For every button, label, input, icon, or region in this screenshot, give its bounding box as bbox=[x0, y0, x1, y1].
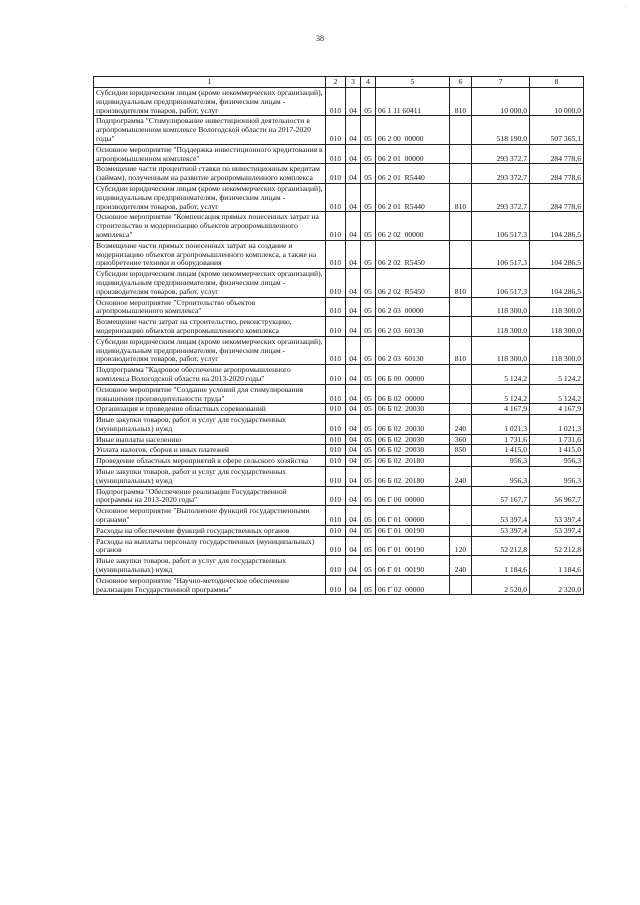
expense-type-cell: 810 bbox=[450, 183, 472, 211]
row-name-cell: Субсидии юридическим лицам (кроме некоммерческих организаций), индивидуальным предпринимателям, физическим лицам - производителям товаров, работ, услуг bbox=[94, 88, 326, 116]
gr-code-cell: 010 bbox=[326, 434, 346, 445]
expense-type-cell bbox=[450, 212, 472, 240]
gr-code-cell: 010 bbox=[326, 506, 346, 526]
gr-code-cell: 010 bbox=[326, 297, 346, 317]
column-header: 2 bbox=[326, 77, 346, 88]
target-article-cell: 06 Г 01 00190 bbox=[376, 556, 450, 576]
target-article-cell: 06 Б 00 00000 bbox=[376, 365, 450, 385]
page-number: 38 bbox=[316, 34, 324, 43]
table-row bbox=[94, 556, 584, 576]
amount-planned-cell: 1 184,6 bbox=[472, 556, 530, 576]
table-row bbox=[94, 434, 584, 445]
table-row bbox=[94, 336, 584, 364]
amount-executed-cell: 1 415,0 bbox=[530, 445, 584, 456]
amount-executed-cell: 5 124,2 bbox=[530, 365, 584, 385]
amount-planned-cell: 293 372,7 bbox=[472, 144, 530, 164]
target-article-cell: 06 2 02 R5450 bbox=[376, 269, 450, 297]
subsection-code-cell: 05 bbox=[361, 467, 376, 487]
gr-code-cell: 010 bbox=[326, 365, 346, 385]
section-code-cell: 04 bbox=[346, 116, 361, 144]
amount-planned-cell: 106 517,3 bbox=[472, 269, 530, 297]
target-article-cell: 06 Б 02 00000 bbox=[376, 384, 450, 404]
table-row bbox=[94, 536, 584, 556]
amount-executed-cell: 2 320,0 bbox=[530, 575, 584, 595]
target-article-cell: 06 1 11 60411 bbox=[376, 88, 450, 116]
subsection-code-cell: 05 bbox=[361, 525, 376, 536]
column-header: 5 bbox=[376, 77, 450, 88]
subsection-code-cell: 05 bbox=[361, 164, 376, 184]
gr-code-cell: 010 bbox=[326, 486, 346, 506]
target-article-cell: 06 Б 02 20030 bbox=[376, 445, 450, 456]
gr-code-cell: 010 bbox=[326, 336, 346, 364]
expense-type-cell bbox=[450, 456, 472, 467]
subsection-code-cell: 05 bbox=[361, 556, 376, 576]
table-row bbox=[94, 297, 584, 317]
amount-planned-cell: 293 372,7 bbox=[472, 183, 530, 211]
row-name-cell: Подпрограмма "Стимулирование инвестиционной деятельности в агропромышленном комплексе Вологодской области на 2017-2020 годы" bbox=[94, 116, 326, 144]
amount-executed-cell: 956,3 bbox=[530, 456, 584, 467]
table-header-row bbox=[94, 77, 584, 88]
section-code-cell: 04 bbox=[346, 384, 361, 404]
gr-code-cell: 010 bbox=[326, 269, 346, 297]
table-row bbox=[94, 365, 584, 385]
row-name-cell: Расходы на обеспечение функций государственных органов bbox=[94, 525, 326, 536]
subsection-code-cell: 05 bbox=[361, 486, 376, 506]
amount-executed-cell: 284 778,6 bbox=[530, 183, 584, 211]
gr-code-cell: 010 bbox=[326, 415, 346, 435]
amount-executed-cell: 104 286,5 bbox=[530, 269, 584, 297]
amount-planned-cell: 118 300,0 bbox=[472, 297, 530, 317]
target-article-cell: 06 2 00 00000 bbox=[376, 116, 450, 144]
expense-type-cell: 120 bbox=[450, 536, 472, 556]
gr-code-cell: 010 bbox=[326, 183, 346, 211]
subsection-code-cell: 05 bbox=[361, 445, 376, 456]
target-article-cell: 06 Б 02 20030 bbox=[376, 434, 450, 445]
amount-executed-cell: 10 000,0 bbox=[530, 88, 584, 116]
section-code-cell: 04 bbox=[346, 336, 361, 364]
expense-type-cell bbox=[450, 365, 472, 385]
amount-planned-cell: 956,3 bbox=[472, 456, 530, 467]
amount-planned-cell: 5 124,2 bbox=[472, 365, 530, 385]
table-row bbox=[94, 317, 584, 337]
section-code-cell: 04 bbox=[346, 506, 361, 526]
amount-planned-cell: 293 372,7 bbox=[472, 164, 530, 184]
expense-type-cell: 240 bbox=[450, 467, 472, 487]
expense-type-cell bbox=[450, 384, 472, 404]
row-name-cell: Основное мероприятие "Поддержка инвестиционного кредитования в агропромышленном комплексе" bbox=[94, 144, 326, 164]
column-header: 6 bbox=[450, 77, 472, 88]
gr-code-cell: 010 bbox=[326, 445, 346, 456]
gr-code-cell: 010 bbox=[326, 404, 346, 415]
row-name-cell: Основное мероприятие "Создание условий для стимулирования повышения производительности труда" bbox=[94, 384, 326, 404]
subsection-code-cell: 05 bbox=[361, 212, 376, 240]
column-header: 3 bbox=[346, 77, 361, 88]
expense-type-cell bbox=[450, 317, 472, 337]
subsection-code-cell: 05 bbox=[361, 384, 376, 404]
amount-planned-cell: 518 190,0 bbox=[472, 116, 530, 144]
table-row bbox=[94, 183, 584, 211]
gr-code-cell: 010 bbox=[326, 525, 346, 536]
amount-planned-cell: 1 021,3 bbox=[472, 415, 530, 435]
row-name-cell: Основное мероприятие "Строительство объектов агропромышленного комплекса" bbox=[94, 297, 326, 317]
row-name-cell: Проведение областных мероприятий в сфере сельского хозяйства bbox=[94, 456, 326, 467]
expense-type-cell bbox=[450, 525, 472, 536]
row-name-cell: Подпрограмма "Обеспечение реализации Государственной программы на 2013-2020 годы" bbox=[94, 486, 326, 506]
section-code-cell: 04 bbox=[346, 434, 361, 445]
section-code-cell: 04 bbox=[346, 88, 361, 116]
section-code-cell: 04 bbox=[346, 269, 361, 297]
table-row bbox=[94, 164, 584, 184]
section-code-cell: 04 bbox=[346, 445, 361, 456]
expense-type-cell bbox=[450, 506, 472, 526]
amount-executed-cell: 4 167,9 bbox=[530, 404, 584, 415]
amount-planned-cell: 106 517,3 bbox=[472, 212, 530, 240]
target-article-cell: 06 2 01 00000 bbox=[376, 144, 450, 164]
amount-executed-cell: 104 286,5 bbox=[530, 240, 584, 268]
table-row bbox=[94, 525, 584, 536]
section-code-cell: 04 bbox=[346, 212, 361, 240]
section-code-cell: 04 bbox=[346, 536, 361, 556]
table-row bbox=[94, 384, 584, 404]
row-name-cell: Иные закупки товаров, работ и услуг для государственных (муниципальных) нужд bbox=[94, 467, 326, 487]
row-name-cell: Основное мероприятие "Компенсация прямых понесенных затрат на строительство и модернизацию объектов агропромышленного комплекса" bbox=[94, 212, 326, 240]
row-name-cell: Субсидии юридическим лицам (кроме некоммерческих организаций), индивидуальным предпринимателям, физическим лицам - производителям товаров, работ, услуг bbox=[94, 269, 326, 297]
gr-code-cell: 010 bbox=[326, 212, 346, 240]
row-name-cell: Уплата налогов, сборов и иных платежей bbox=[94, 445, 326, 456]
subsection-code-cell: 05 bbox=[361, 144, 376, 164]
section-code-cell: 04 bbox=[346, 297, 361, 317]
amount-executed-cell: 956,3 bbox=[530, 467, 584, 487]
target-article-cell: 06 Б 02 20030 bbox=[376, 415, 450, 435]
subsection-code-cell: 05 bbox=[361, 317, 376, 337]
gr-code-cell: 010 bbox=[326, 467, 346, 487]
expense-type-cell bbox=[450, 240, 472, 268]
amount-planned-cell: 1 731,6 bbox=[472, 434, 530, 445]
amount-executed-cell: 284 778,6 bbox=[530, 164, 584, 184]
subsection-code-cell: 05 bbox=[361, 336, 376, 364]
amount-executed-cell: 118 300,0 bbox=[530, 317, 584, 337]
table-row bbox=[94, 116, 584, 144]
amount-planned-cell: 956,3 bbox=[472, 467, 530, 487]
gr-code-cell: 010 bbox=[326, 317, 346, 337]
subsection-code-cell: 05 bbox=[361, 240, 376, 268]
subsection-code-cell: 05 bbox=[361, 88, 376, 116]
target-article-cell: 06 Б 02 20030 bbox=[376, 404, 450, 415]
table-row bbox=[94, 240, 584, 268]
amount-executed-cell: 1 184,6 bbox=[530, 556, 584, 576]
section-code-cell: 04 bbox=[346, 486, 361, 506]
subsection-code-cell: 05 bbox=[361, 506, 376, 526]
row-name-cell: Подпрограмма "Кадровое обеспечение агропромышленного комплекса Вологодской области на 2013-2020 годы" bbox=[94, 365, 326, 385]
target-article-cell: 06 2 01 R5440 bbox=[376, 164, 450, 184]
subsection-code-cell: 05 bbox=[361, 456, 376, 467]
table-row bbox=[94, 269, 584, 297]
section-code-cell: 04 bbox=[346, 467, 361, 487]
expense-type-cell bbox=[450, 486, 472, 506]
target-article-cell: 06 Г 01 00190 bbox=[376, 525, 450, 536]
section-code-cell: 04 bbox=[346, 456, 361, 467]
row-name-cell: Иные выплаты населению bbox=[94, 434, 326, 445]
row-name-cell: Организация и проведение областных соревнований bbox=[94, 404, 326, 415]
scan-mark: · bbox=[625, 4, 627, 10]
target-article-cell: 06 2 03 60130 bbox=[376, 317, 450, 337]
table-row bbox=[94, 486, 584, 506]
table-row bbox=[94, 88, 584, 116]
expense-type-cell: 810 bbox=[450, 88, 472, 116]
gr-code-cell: 010 bbox=[326, 88, 346, 116]
row-name-cell: Возмещение части затрат на строительство, реконструкцию, модернизацию объектов агропромышленного комплекса bbox=[94, 317, 326, 337]
amount-executed-cell: 104 286,5 bbox=[530, 212, 584, 240]
amount-planned-cell: 2 520,0 bbox=[472, 575, 530, 595]
amount-executed-cell: 56 967,7 bbox=[530, 486, 584, 506]
gr-code-cell: 010 bbox=[326, 536, 346, 556]
amount-executed-cell: 5 124,2 bbox=[530, 384, 584, 404]
amount-executed-cell: 53 397,4 bbox=[530, 525, 584, 536]
amount-executed-cell: 1 021,3 bbox=[530, 415, 584, 435]
section-code-cell: 04 bbox=[346, 240, 361, 268]
amount-executed-cell: 284 778,6 bbox=[530, 144, 584, 164]
target-article-cell: 06 Г 01 00000 bbox=[376, 506, 450, 526]
amount-planned-cell: 53 397,4 bbox=[472, 506, 530, 526]
amount-planned-cell: 106 517,3 bbox=[472, 240, 530, 268]
subsection-code-cell: 05 bbox=[361, 404, 376, 415]
gr-code-cell: 010 bbox=[326, 116, 346, 144]
gr-code-cell: 010 bbox=[326, 144, 346, 164]
target-article-cell: 06 Б 02 20180 bbox=[376, 456, 450, 467]
table-row bbox=[94, 212, 584, 240]
table-row bbox=[94, 144, 584, 164]
gr-code-cell: 010 bbox=[326, 575, 346, 595]
gr-code-cell: 010 bbox=[326, 456, 346, 467]
target-article-cell: 06 2 03 60130 bbox=[376, 336, 450, 364]
row-name-cell: Основное мероприятие "Научно-методическое обеспечение реализации Государственной программы" bbox=[94, 575, 326, 595]
budget-table bbox=[93, 76, 584, 595]
column-header: 8 bbox=[530, 77, 584, 88]
subsection-code-cell: 05 bbox=[361, 183, 376, 211]
row-name-cell: Возмещение части процентной ставки по инвестиционным кредитам (займам), полученным на развитие агропромышленного комплекса bbox=[94, 164, 326, 184]
column-header: 7 bbox=[472, 77, 530, 88]
amount-planned-cell: 10 000,0 bbox=[472, 88, 530, 116]
column-header: 1 bbox=[94, 77, 326, 88]
section-code-cell: 04 bbox=[346, 183, 361, 211]
amount-executed-cell: 53 397,4 bbox=[530, 506, 584, 526]
amount-executed-cell: 118 300,0 bbox=[530, 297, 584, 317]
subsection-code-cell: 05 bbox=[361, 297, 376, 317]
gr-code-cell: 010 bbox=[326, 556, 346, 576]
expense-type-cell: 360 bbox=[450, 434, 472, 445]
table-row bbox=[94, 467, 584, 487]
expense-type-cell bbox=[450, 297, 472, 317]
expense-type-cell: 240 bbox=[450, 556, 472, 576]
expense-type-cell: 810 bbox=[450, 269, 472, 297]
target-article-cell: 06 Г 01 00190 bbox=[376, 536, 450, 556]
target-article-cell: 06 Г 00 00000 bbox=[376, 486, 450, 506]
subsection-code-cell: 05 bbox=[361, 269, 376, 297]
table-row bbox=[94, 506, 584, 526]
section-code-cell: 04 bbox=[346, 525, 361, 536]
amount-planned-cell: 53 397,4 bbox=[472, 525, 530, 536]
row-name-cell: Возмещение части прямых понесенных затрат на создание и модернизацию объектов агропромышленного комплекса, а также на приобретение техники и оборудования bbox=[94, 240, 326, 268]
section-code-cell: 04 bbox=[346, 365, 361, 385]
subsection-code-cell: 05 bbox=[361, 575, 376, 595]
section-code-cell: 04 bbox=[346, 556, 361, 576]
table-row bbox=[94, 415, 584, 435]
section-code-cell: 04 bbox=[346, 575, 361, 595]
section-code-cell: 04 bbox=[346, 404, 361, 415]
amount-planned-cell: 1 415,0 bbox=[472, 445, 530, 456]
gr-code-cell: 010 bbox=[326, 240, 346, 268]
target-article-cell: 06 Г 02 00000 bbox=[376, 575, 450, 595]
amount-executed-cell: 118 300,0 bbox=[530, 336, 584, 364]
table-row bbox=[94, 456, 584, 467]
amount-planned-cell: 57 167,7 bbox=[472, 486, 530, 506]
expense-type-cell: 810 bbox=[450, 336, 472, 364]
target-article-cell: 06 2 02 00000 bbox=[376, 212, 450, 240]
target-article-cell: 06 2 02 R5450 bbox=[376, 240, 450, 268]
expense-type-cell: 240 bbox=[450, 415, 472, 435]
expense-type-cell bbox=[450, 575, 472, 595]
expense-type-cell bbox=[450, 144, 472, 164]
column-header: 4 bbox=[361, 77, 376, 88]
amount-executed-cell: 507 365,1 bbox=[530, 116, 584, 144]
amount-planned-cell: 118 300,0 bbox=[472, 317, 530, 337]
subsection-code-cell: 05 bbox=[361, 434, 376, 445]
target-article-cell: 06 Б 02 20180 bbox=[376, 467, 450, 487]
row-name-cell: Иные закупки товаров, работ и услуг для государственных (муниципальных) нужд bbox=[94, 415, 326, 435]
row-name-cell: Основное мероприятие "Выполнение функций государственными органами" bbox=[94, 506, 326, 526]
amount-executed-cell: 1 731,6 bbox=[530, 434, 584, 445]
row-name-cell: Иные закупки товаров, работ и услуг для государственных (муниципальных) нужд bbox=[94, 556, 326, 576]
target-article-cell: 06 2 01 R5440 bbox=[376, 183, 450, 211]
table-row bbox=[94, 445, 584, 456]
subsection-code-cell: 05 bbox=[361, 116, 376, 144]
row-name-cell: Субсидии юридическим лицам (кроме некоммерческих организаций), индивидуальным предпринимателям, физическим лицам - производителям товаров, работ, услуг bbox=[94, 336, 326, 364]
table-row bbox=[94, 575, 584, 595]
amount-executed-cell: 52 212,8 bbox=[530, 536, 584, 556]
expense-type-cell bbox=[450, 404, 472, 415]
amount-planned-cell: 118 300,0 bbox=[472, 336, 530, 364]
target-article-cell: 06 2 03 00000 bbox=[376, 297, 450, 317]
gr-code-cell: 010 bbox=[326, 164, 346, 184]
section-code-cell: 04 bbox=[346, 164, 361, 184]
subsection-code-cell: 05 bbox=[361, 536, 376, 556]
amount-planned-cell: 5 124,2 bbox=[472, 384, 530, 404]
row-name-cell: Субсидии юридическим лицам (кроме некоммерческих организаций), индивидуальным предпринимателям, физическим лицам - производителям товаров, работ, услуг bbox=[94, 183, 326, 211]
subsection-code-cell: 05 bbox=[361, 365, 376, 385]
amount-planned-cell: 4 167,9 bbox=[472, 404, 530, 415]
subsection-code-cell: 05 bbox=[361, 415, 376, 435]
section-code-cell: 04 bbox=[346, 144, 361, 164]
expense-type-cell bbox=[450, 116, 472, 144]
table-body bbox=[94, 88, 584, 595]
expense-type-cell bbox=[450, 164, 472, 184]
amount-planned-cell: 52 212,8 bbox=[472, 536, 530, 556]
gr-code-cell: 010 bbox=[326, 384, 346, 404]
table-row bbox=[94, 404, 584, 415]
expense-type-cell: 850 bbox=[450, 445, 472, 456]
section-code-cell: 04 bbox=[346, 317, 361, 337]
section-code-cell: 04 bbox=[346, 415, 361, 435]
row-name-cell: Расходы на выплаты персоналу государственных (муниципальных) органов bbox=[94, 536, 326, 556]
